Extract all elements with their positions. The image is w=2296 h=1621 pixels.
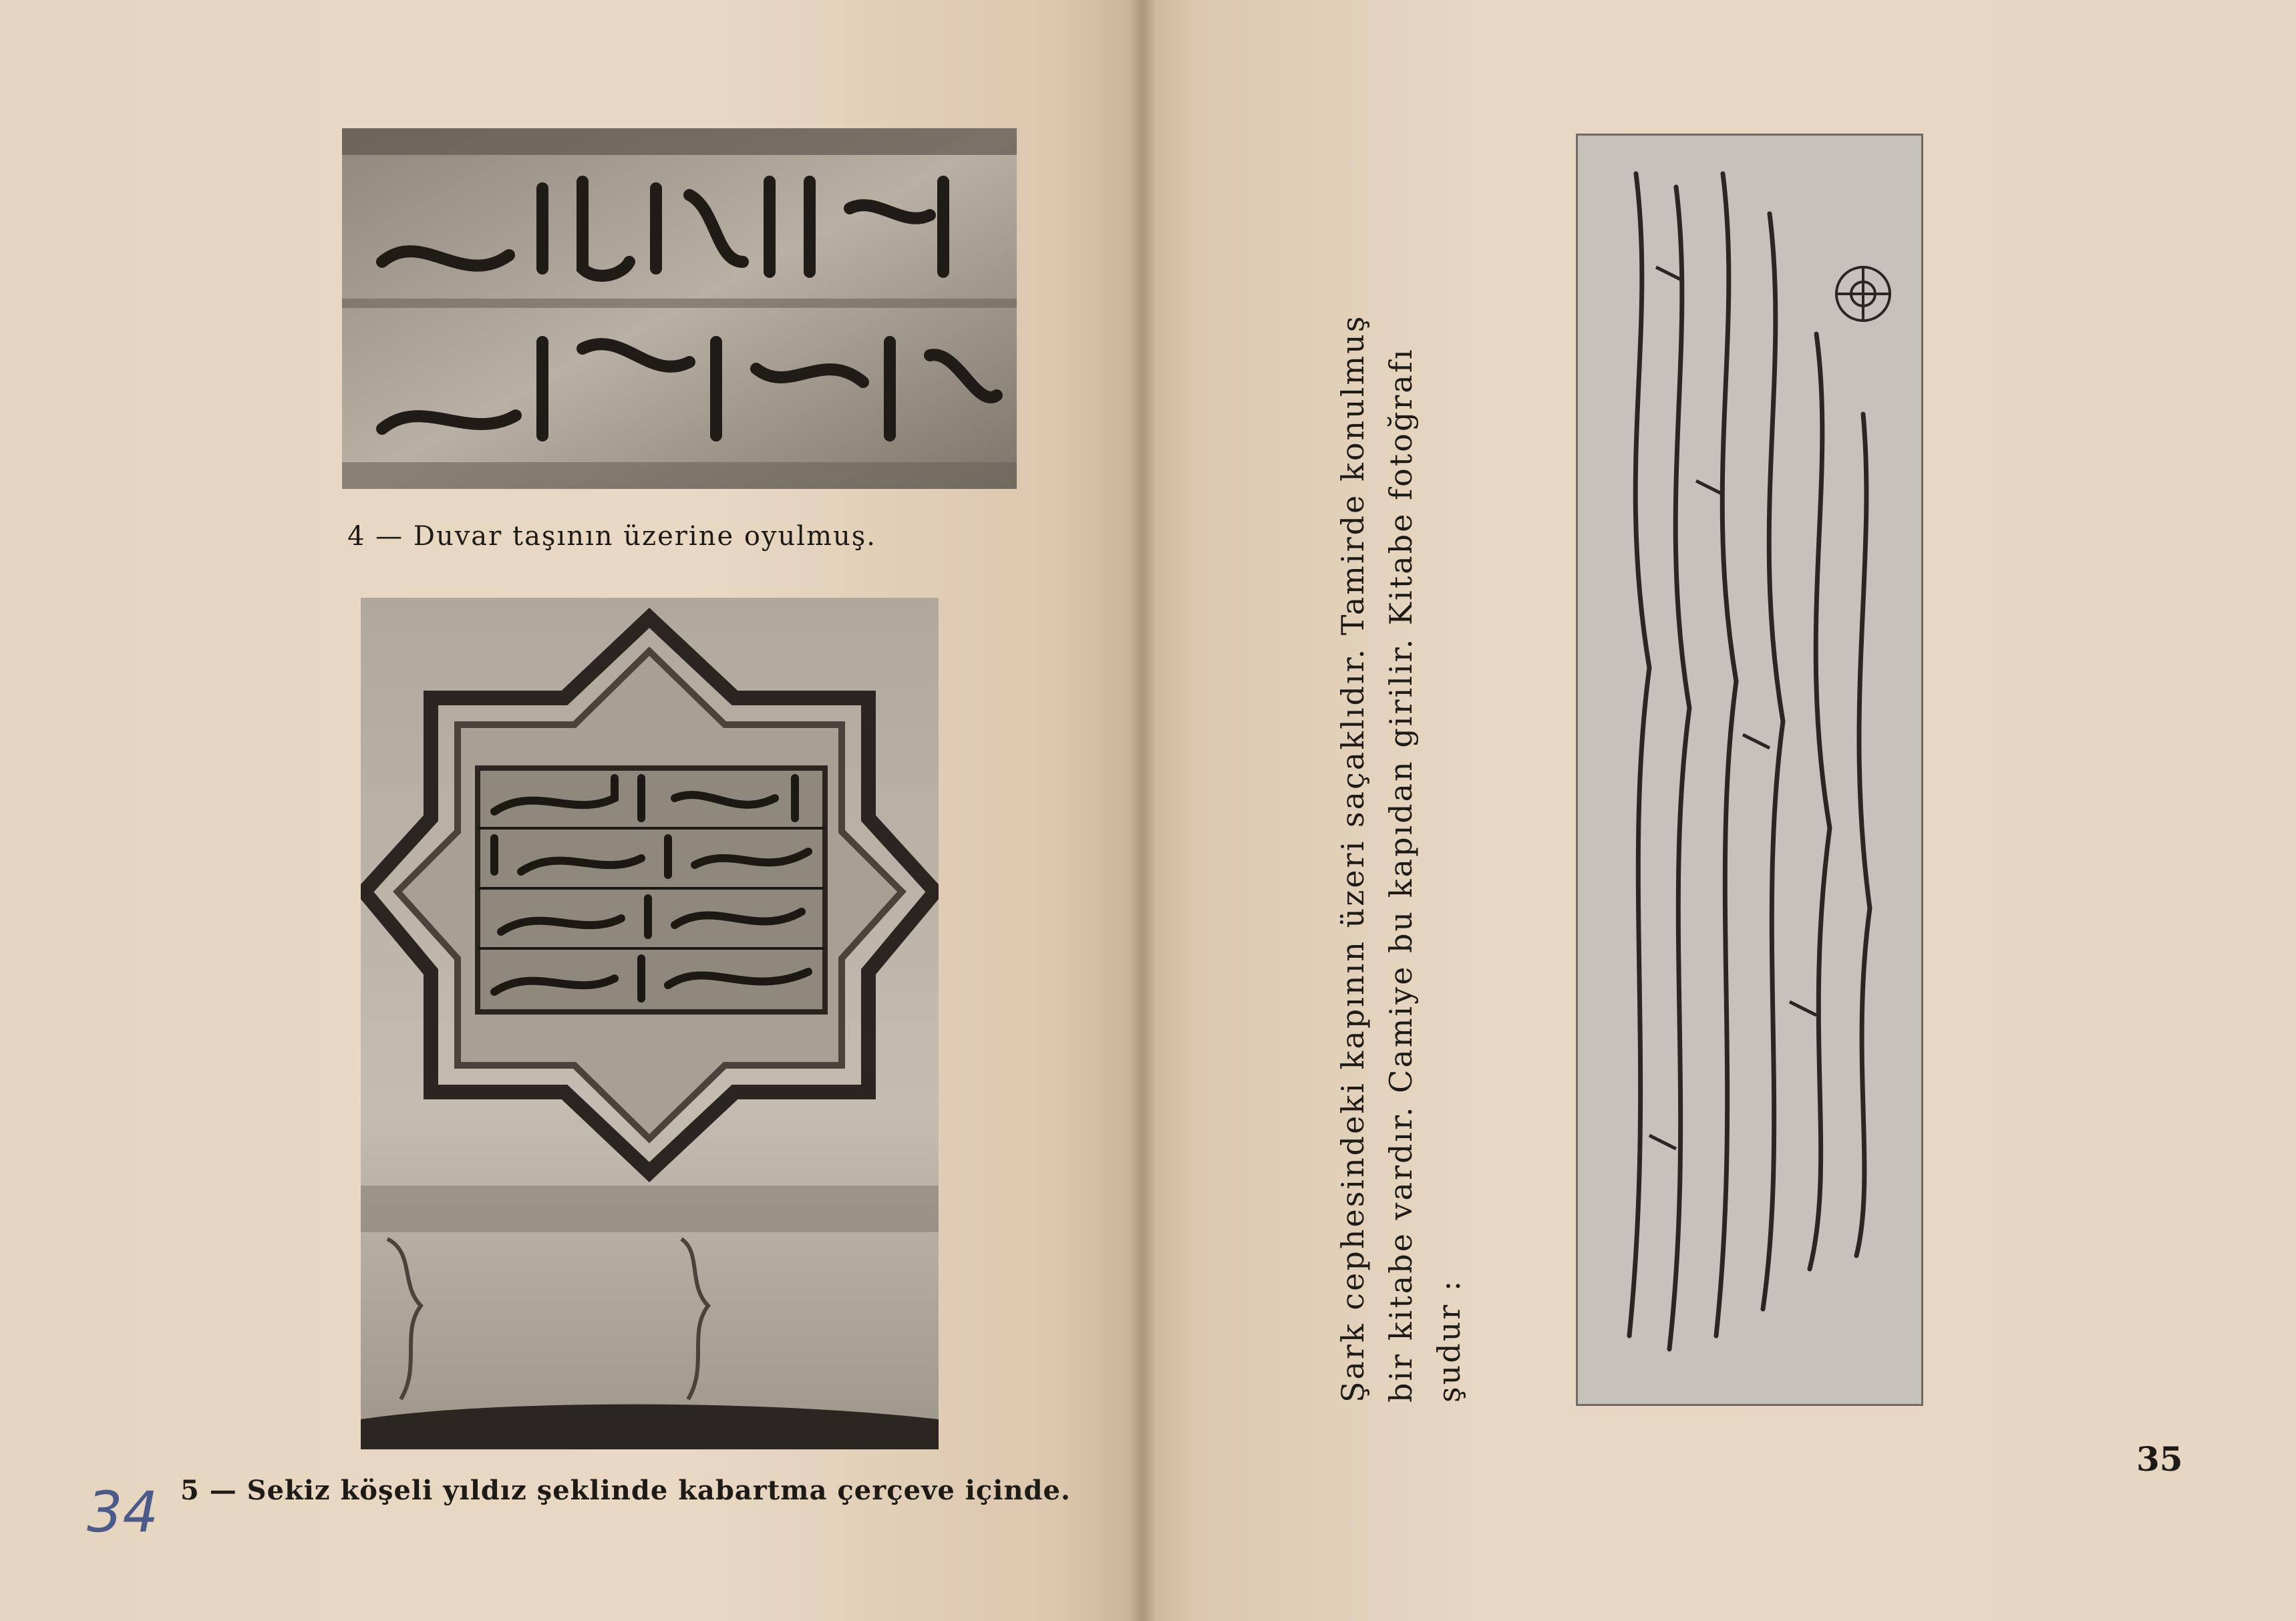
right-page xyxy=(1139,0,2296,1621)
figure-4-photo xyxy=(342,128,1017,489)
text-line-3: şudur : xyxy=(1431,1278,1467,1403)
figure-5-caption: 5 — Sekiz köşeli yıldız şeklinde kabartma çerçeve içinde. xyxy=(180,1475,1071,1506)
page-number: 35 xyxy=(2136,1439,2183,1479)
handwritten-page-number: 34 xyxy=(87,1479,158,1545)
figure-5-photo xyxy=(361,598,939,1449)
star-relief-image xyxy=(361,598,939,1449)
vertical-text-block xyxy=(1329,127,1470,1403)
left-page xyxy=(0,0,1139,1621)
kitabe-inscription-image xyxy=(1576,134,1923,1406)
figure-4-caption: 4 — Duvar taşının üzerine oyulmuş. xyxy=(347,521,877,552)
text-line-2: bir kitabe vardır. Camiye bu kapıdan girilir. Kitabe fotoğrafı xyxy=(1383,347,1419,1403)
carved-inscription-image xyxy=(342,128,1017,489)
text-line-1: Şark cephesindeki kapının üzeri saçaklıdır. Tamirde konulmuş xyxy=(1335,314,1371,1403)
kitabe-photo xyxy=(1576,134,1923,1406)
book-gutter xyxy=(1129,0,1156,1621)
